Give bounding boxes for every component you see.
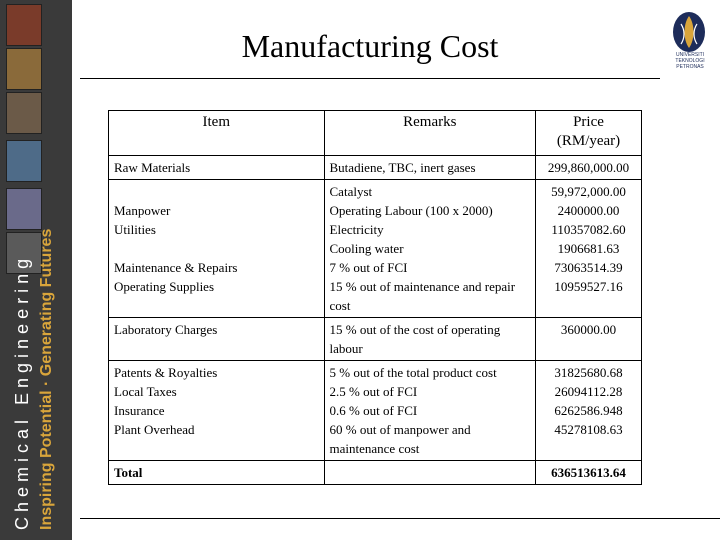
- item-cell: Raw Materials: [109, 156, 325, 180]
- header-remarks: Remarks: [324, 111, 536, 156]
- photo-thumbnail: [6, 92, 42, 134]
- table-row: [109, 318, 642, 361]
- remarks-cell: Catalyst Operating Labour (100 x 2000) Electricity Cooling water 7 % out of FCI 15 % out of maintenance and repair cost: [324, 180, 536, 318]
- sidebar-department-text: Chemical Engineering: [12, 253, 32, 530]
- table-row: [109, 156, 642, 180]
- photo-thumbnail: [6, 188, 42, 230]
- total-label: Total: [109, 461, 325, 485]
- sidebar-tagline-text: Inspiring Potential · Generating Futures: [38, 228, 55, 530]
- table-row: [109, 361, 642, 461]
- item-cell: Manpower Utilities Maintenance & Repairs Operating Supplies: [109, 180, 325, 318]
- price-cell: 299,860,000.00: [536, 156, 642, 180]
- table-header-row: [109, 111, 642, 156]
- item-cell: Patents & Royalties Local Taxes Insurance Plant Overhead: [109, 361, 325, 461]
- remarks-cell: 15 % out of the cost of operating labour: [324, 318, 536, 361]
- price-cell: 59,972,000.00 2400000.00 110357082.60 1906681.63 73063514.39 10959527.16: [536, 180, 642, 318]
- total-remarks-cell: [324, 461, 536, 485]
- table-total-row: [109, 461, 642, 485]
- page-title: Manufacturing Cost: [241, 28, 499, 64]
- table-row: [109, 180, 642, 318]
- price-cell: 360000.00: [536, 318, 642, 361]
- footer-divider: [80, 518, 720, 519]
- manufacturing-cost-table: [108, 110, 642, 485]
- remarks-cell: Butadiene, TBC, inert gases: [324, 156, 536, 180]
- logo-wordmark: UNIVERSITI TEKNOLOGI PETRONAS: [675, 52, 705, 70]
- branding-sidebar: [0, 0, 72, 540]
- photo-thumbnail: [6, 4, 42, 46]
- photo-thumbnail: [6, 140, 42, 182]
- header-item: Item: [109, 111, 325, 156]
- total-value: 636513613.64: [536, 461, 642, 485]
- price-cell: 31825680.68 26094112.28 6262586.948 45278108.63: [536, 361, 642, 461]
- header-price: Price (RM/year): [536, 111, 642, 156]
- item-cell: Laboratory Charges: [109, 318, 325, 361]
- title-divider: [80, 78, 660, 79]
- photo-thumbnail: [6, 48, 42, 90]
- remarks-cell: 5 % out of the total product cost 2.5 % out of FCI 0.6 % out of FCI 60 % out of manpower and maintenance cost: [324, 361, 536, 461]
